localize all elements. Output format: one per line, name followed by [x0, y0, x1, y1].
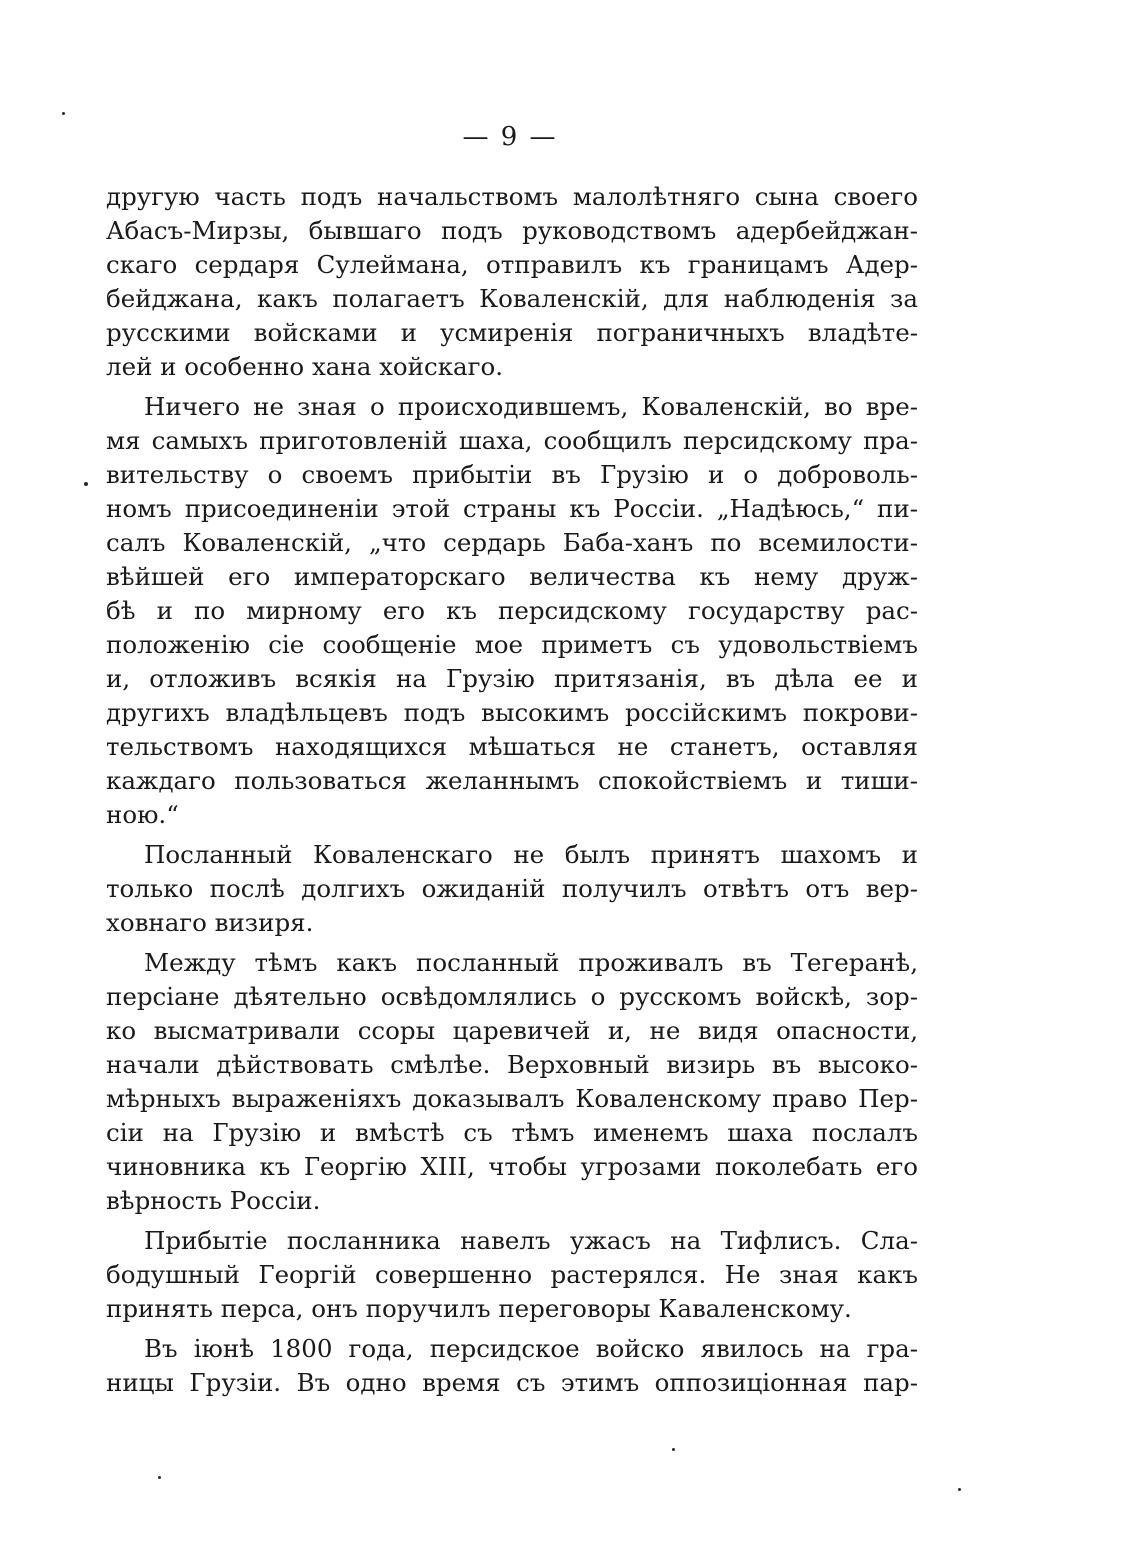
scan-speck — [62, 112, 65, 115]
paragraph-2 — [106, 390, 918, 832]
text-line: ницы Грузіи. Въ одно время съ этимъ оппозиціонная пар- — [106, 1368, 918, 1397]
text-line: салъ Коваленскій, „что сердарь Баба-ханъ по всемилости- — [106, 528, 918, 557]
text-line: Прибытіе посланника навелъ ужасъ на Тифлисъ. Сла- — [144, 1226, 918, 1255]
text-line: тельствомъ находящихся мѣшаться не станетъ, оставляя — [106, 732, 918, 761]
text-line: Ничего не зная о происходившемъ, Коваленскій, во вре- — [144, 392, 918, 421]
text-line: Посланный Коваленскаго не былъ принятъ шахомъ и — [144, 840, 918, 869]
paragraph-4 — [106, 946, 918, 1218]
text-line: бодушный Георгій совершенно растерялся. Не зная какъ — [106, 1260, 918, 1289]
paragraph-5 — [106, 1224, 918, 1326]
paragraph-1 — [106, 180, 918, 384]
text-line: только послѣ долгихъ ожиданій получилъ отвѣтъ отъ вер- — [106, 874, 918, 903]
text-line: Въ іюнѣ 1800 года, персидское войско явилось на гра- — [144, 1334, 918, 1363]
scan-speck — [84, 482, 88, 486]
text-line: другую часть подъ начальствомъ малолѣтняго сына своего — [106, 182, 918, 211]
body-text — [106, 180, 918, 1400]
text-line: мѣрныхъ выраженіяхъ доказывалъ Коваленскому право Пер- — [106, 1084, 918, 1113]
text-line: сіи на Грузію и вмѣстѣ съ тѣмъ именемъ шаха послалъ — [106, 1118, 918, 1147]
text-line: начали дѣйствовать смѣлѣе. Верховный визирь въ высоко- — [106, 1050, 918, 1079]
paragraph-6 — [106, 1332, 918, 1400]
paragraph-3 — [106, 838, 918, 940]
text-line: скаго сердаря Сулеймана, отправилъ къ границамъ Адер- — [106, 250, 918, 279]
text-line: номъ присоединеніи этой страны къ Россіи. „Надѣюсь,“ пи- — [106, 494, 918, 523]
text-line: вительству о своемъ прибытіи въ Грузію и о доброволь- — [106, 460, 918, 489]
text-line: лей и особенно хана хойскаго. — [106, 352, 504, 381]
text-line: ховнаго визиря. — [106, 908, 314, 937]
scan-speck — [958, 1488, 961, 1491]
text-line: мя самыхъ приготовленій шаха, сообщилъ персидскому пра- — [106, 426, 918, 455]
text-line: ко высматривали ссоры царевичей и, не видя опасности, — [106, 1016, 918, 1045]
text-line: бѣ и по мирному его къ персидскому государству рас- — [106, 596, 918, 625]
text-line: Между тѣмъ какъ посланный проживалъ въ Тегеранѣ, — [144, 948, 918, 977]
text-line: Абасъ-Мирзы, бывшаго подъ руководствомъ адербейджан- — [106, 216, 918, 245]
page-number: — 9 — — [462, 122, 558, 152]
text-line: бейджана, какъ полагаетъ Коваленскій, для наблюденія за — [106, 284, 918, 313]
scan-speck — [158, 1476, 161, 1479]
text-line: положенію сіе сообщеніе мое приметъ съ удовольствіемъ — [106, 630, 918, 659]
text-line: вѣйшей его императорскаго величества къ нему друж- — [106, 562, 918, 591]
text-line: русскими войсками и усмиренія пограничныхъ владѣте- — [106, 318, 918, 347]
text-line: вѣрность Россіи. — [106, 1186, 321, 1215]
text-line: каждаго пользоваться желаннымъ спокойствіемъ и тиши- — [106, 766, 918, 795]
text-line: чиновника къ Георгію XIII, чтобы угрозами поколебать его — [106, 1152, 918, 1181]
text-line: и, отложивъ всякія на Грузію притязанія, въ дѣла ее и — [106, 664, 918, 693]
text-line: персіане дѣятельно освѣдомлялись о русскомъ войскѣ, зор- — [106, 982, 918, 1011]
scan-speck — [672, 1448, 675, 1451]
text-line: принять перса, онъ поручилъ переговоры Каваленскому. — [106, 1294, 852, 1323]
text-line: другихъ владѣльцевъ подъ высокимъ россійскимъ покрови- — [106, 698, 918, 727]
text-line: ною.“ — [106, 800, 179, 829]
